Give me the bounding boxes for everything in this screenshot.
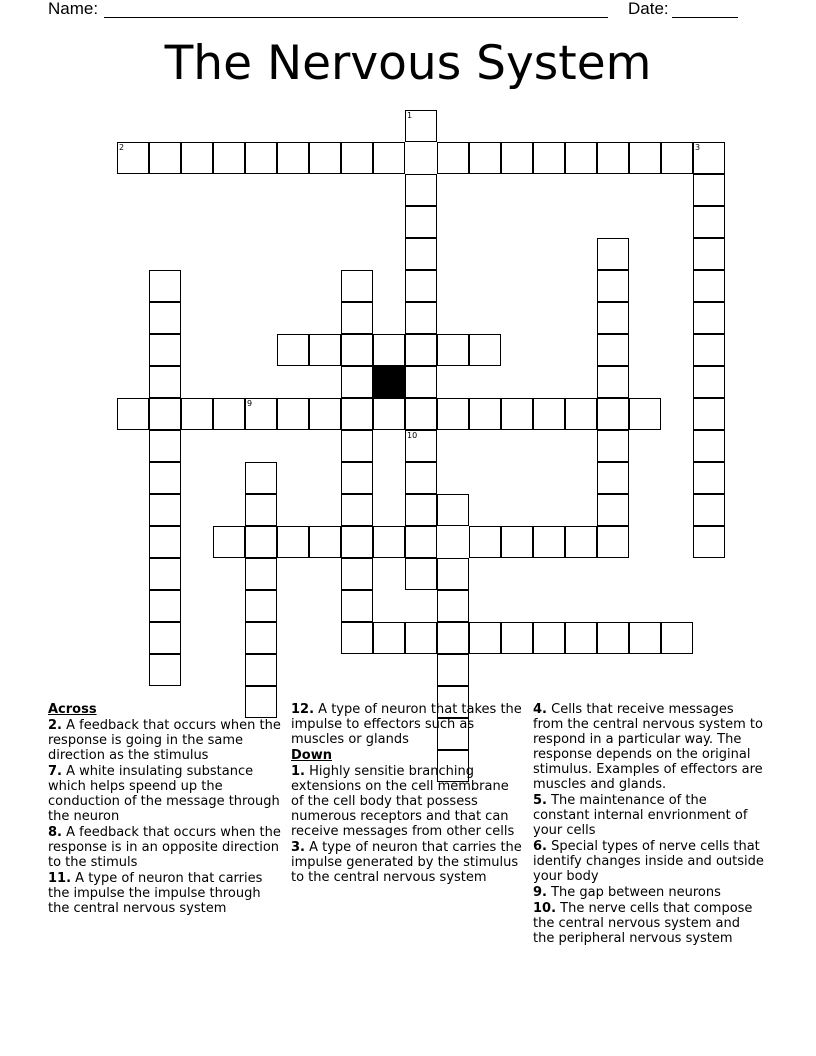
clue-number-label: 12. <box>291 702 315 717</box>
crossword-cell[interactable] <box>309 334 341 366</box>
crossword-cell[interactable] <box>597 398 629 430</box>
clue-text: Highly sensitie branching extensions on the cell membrane of the cell body that possess numerous receptors and that can receive messages from other cells <box>291 764 515 839</box>
crossword-cell[interactable] <box>405 206 437 238</box>
crossword-cell[interactable] <box>245 622 277 654</box>
crossword-cell[interactable] <box>693 270 725 302</box>
clue-number: 9 <box>247 399 253 408</box>
crossword-cell[interactable] <box>661 622 693 654</box>
crossword-cell[interactable] <box>565 526 597 558</box>
crossword-cell[interactable] <box>693 526 725 558</box>
crossword-cell[interactable] <box>437 334 469 366</box>
clue-number-label: 9. <box>533 885 547 900</box>
clue-across <box>48 764 284 824</box>
clue-heading: Across <box>48 702 97 717</box>
clue-text: The maintenance of the constant internal envrionment of your cells <box>533 793 748 838</box>
crossword-cell[interactable] <box>693 206 725 238</box>
crossword-cell[interactable] <box>341 398 373 430</box>
crossword-cell[interactable] <box>405 462 437 494</box>
crossword-cell[interactable] <box>117 398 149 430</box>
crossword-cell[interactable] <box>597 430 629 462</box>
clue-number-label: 3. <box>291 840 305 855</box>
crossword-cell[interactable] <box>181 142 213 174</box>
crossword-cell[interactable] <box>245 142 277 174</box>
crossword-cell[interactable] <box>149 302 181 334</box>
crossword-cell[interactable] <box>245 526 277 558</box>
clue-column-3 <box>533 702 765 947</box>
crossword-cell[interactable] <box>469 142 501 174</box>
crossword-cell[interactable] <box>245 462 277 494</box>
clue-number-label: 11. <box>48 871 72 886</box>
crossword-cell[interactable] <box>149 366 181 398</box>
crossword-cell[interactable] <box>597 238 629 270</box>
crossword-cell[interactable] <box>373 398 405 430</box>
crossword-cell[interactable] <box>405 622 437 654</box>
crossword-cell[interactable] <box>181 398 213 430</box>
crossword-cell[interactable] <box>245 558 277 590</box>
crossword-cell[interactable] <box>277 398 309 430</box>
clue-number: 2 <box>119 143 125 152</box>
crossword-cell[interactable] <box>405 270 437 302</box>
crossword-cell[interactable] <box>341 462 373 494</box>
crossword-cell[interactable] <box>469 526 501 558</box>
crossword-cell[interactable] <box>693 462 725 494</box>
clue-down <box>533 901 765 946</box>
clue-text: A feedback that occurs when the response is in an opposite direction to the stimuls <box>48 825 281 870</box>
clue-number: 1 <box>407 111 413 120</box>
crossword-cell[interactable] <box>149 590 181 622</box>
crossword-cell[interactable] <box>149 398 181 430</box>
crossword-cell[interactable] <box>693 334 725 366</box>
crossword-cell[interactable] <box>597 142 629 174</box>
clue-heading: Down <box>291 748 332 763</box>
clue-number: 3 <box>695 143 701 152</box>
crossword-cell[interactable] <box>693 398 725 430</box>
crossword-cell[interactable] <box>405 366 437 398</box>
clue-down <box>291 840 523 885</box>
crossword-cell[interactable] <box>597 462 629 494</box>
crossword-cell[interactable] <box>213 526 245 558</box>
clue-across <box>291 702 523 747</box>
page-title: The Nervous System <box>164 36 652 91</box>
crossword-cell[interactable] <box>405 110 437 142</box>
crossword-cell[interactable] <box>341 366 373 398</box>
crossword-cell[interactable] <box>501 398 533 430</box>
crossword-black-cell <box>373 366 405 398</box>
crossword-cell[interactable] <box>693 142 725 174</box>
clue-down <box>291 764 523 839</box>
crossword-cell[interactable] <box>437 622 469 654</box>
crossword-cell[interactable] <box>245 654 277 686</box>
crossword-cell[interactable] <box>501 142 533 174</box>
crossword-cell[interactable] <box>405 334 437 366</box>
crossword-cell[interactable] <box>597 270 629 302</box>
crossword-cell[interactable] <box>565 142 597 174</box>
crossword-cell[interactable] <box>693 494 725 526</box>
crossword-cell[interactable] <box>213 398 245 430</box>
crossword-cell[interactable] <box>373 142 405 174</box>
clue-text: A type of neuron that carries the impulse generated by the stimulus to the central nervous system <box>291 840 522 885</box>
crossword-cell[interactable] <box>309 398 341 430</box>
crossword-cell[interactable] <box>437 558 469 590</box>
crossword-cell[interactable] <box>149 270 181 302</box>
crossword-cell[interactable] <box>437 494 469 526</box>
crossword-cell[interactable] <box>149 526 181 558</box>
crossword-cell[interactable] <box>565 622 597 654</box>
clue-number-label: 1. <box>291 764 305 779</box>
crossword-cell[interactable] <box>437 590 469 622</box>
name-label: Name: <box>48 0 99 18</box>
crossword-cell[interactable] <box>149 622 181 654</box>
crossword-cell[interactable] <box>437 142 469 174</box>
crossword-cell[interactable] <box>405 238 437 270</box>
clue-number-label: 2. <box>48 718 62 733</box>
crossword-cell[interactable] <box>341 494 373 526</box>
clue-number-label: 5. <box>533 793 547 808</box>
crossword-cell[interactable] <box>629 398 661 430</box>
crossword-cell[interactable] <box>405 430 437 462</box>
crossword-cell[interactable] <box>629 622 661 654</box>
crossword-cell[interactable] <box>533 142 565 174</box>
crossword-cell[interactable] <box>341 302 373 334</box>
clue-across <box>48 718 284 763</box>
clue-down <box>533 839 765 884</box>
crossword-cell[interactable] <box>245 398 277 430</box>
crossword-cell[interactable] <box>661 142 693 174</box>
crossword-cell[interactable] <box>533 622 565 654</box>
clue-number-label: 6. <box>533 839 547 854</box>
crossword-cell[interactable] <box>693 174 725 206</box>
crossword-cell[interactable] <box>437 654 469 686</box>
crossword-cell[interactable] <box>501 526 533 558</box>
crossword-cell[interactable] <box>341 430 373 462</box>
crossword-cell[interactable] <box>373 334 405 366</box>
clue-column-2 <box>291 702 523 886</box>
crossword-cell[interactable] <box>373 622 405 654</box>
crossword-cell[interactable] <box>597 302 629 334</box>
crossword-cell[interactable] <box>597 622 629 654</box>
date-label: Date: <box>628 0 669 18</box>
crossword-cell[interactable] <box>117 142 149 174</box>
clue-text: A type of neuron that takes the impulse to effectors such as muscles or glands <box>291 702 522 747</box>
clue-text: A feedback that occurs when the response is going in the same direction as the stimulus <box>48 718 281 763</box>
clue-number: 10 <box>407 431 418 440</box>
clue-text: A type of neuron that carries the impulse the impulse through the central nervous system <box>48 871 263 916</box>
crossword-cell[interactable] <box>341 142 373 174</box>
crossword-cell[interactable] <box>405 174 437 206</box>
crossword-cell[interactable] <box>629 142 661 174</box>
crossword-cell[interactable] <box>405 302 437 334</box>
clue-number-label: 8. <box>48 825 62 840</box>
crossword-cell[interactable] <box>597 494 629 526</box>
clue-text: Cells that receive messages from the central nervous system to respond in a particular way. The response depends on the original stimulus. Examples of effectors are muscles and glands. <box>533 702 763 792</box>
crossword-cell[interactable] <box>405 526 437 558</box>
crossword-cell[interactable] <box>469 334 501 366</box>
crossword-cell[interactable] <box>149 142 181 174</box>
clue-text: The nerve cells that compose the central nervous system and the peripheral nervous system <box>533 901 753 946</box>
clue-across <box>48 825 284 870</box>
crossword-cell[interactable] <box>149 494 181 526</box>
crossword-cell[interactable] <box>533 526 565 558</box>
crossword-cell[interactable] <box>693 366 725 398</box>
crossword-cell[interactable] <box>597 526 629 558</box>
clue-number-label: 4. <box>533 702 547 717</box>
crossword-cell[interactable] <box>469 622 501 654</box>
crossword-cell[interactable] <box>277 142 309 174</box>
crossword-cell[interactable] <box>245 590 277 622</box>
crossword-cell[interactable] <box>373 526 405 558</box>
crossword-cell[interactable] <box>149 654 181 686</box>
clue-number-label: 10. <box>533 901 557 916</box>
crossword-cell[interactable] <box>341 558 373 590</box>
clue-text: A white insulating substance which helps speend up the conduction of the message through the neuron <box>48 764 280 824</box>
crossword-cell[interactable] <box>245 494 277 526</box>
crossword-cell[interactable] <box>565 398 597 430</box>
crossword-cell[interactable] <box>693 238 725 270</box>
crossword-cell[interactable] <box>693 430 725 462</box>
crossword-cell[interactable] <box>341 334 373 366</box>
crossword-cell[interactable] <box>501 622 533 654</box>
crossword-cell[interactable] <box>149 558 181 590</box>
clue-text: Special types of nerve cells that identify changes inside and outside your body <box>533 839 764 884</box>
crossword-cell[interactable] <box>693 302 725 334</box>
clue-column-1 <box>48 702 284 917</box>
crossword-cell[interactable] <box>309 142 341 174</box>
crossword-cell[interactable] <box>469 398 501 430</box>
clue-across <box>48 871 284 916</box>
crossword-cell[interactable] <box>341 622 373 654</box>
crossword-cell[interactable] <box>309 526 341 558</box>
clue-down <box>533 885 765 900</box>
crossword-cell[interactable] <box>277 334 309 366</box>
crossword-cell[interactable] <box>597 366 629 398</box>
crossword-cell[interactable] <box>213 142 245 174</box>
crossword-cell[interactable] <box>597 334 629 366</box>
crossword-cell[interactable] <box>533 398 565 430</box>
crossword-cell[interactable] <box>341 270 373 302</box>
crossword-cell[interactable] <box>341 590 373 622</box>
crossword-cell[interactable] <box>149 430 181 462</box>
crossword-cell[interactable] <box>149 334 181 366</box>
crossword-cell[interactable] <box>405 494 437 526</box>
clue-number-label: 7. <box>48 764 62 779</box>
crossword-cell[interactable] <box>341 526 373 558</box>
clue-down <box>533 702 765 792</box>
crossword-cell[interactable] <box>405 398 437 430</box>
crossword-cell[interactable] <box>149 462 181 494</box>
crossword-cell[interactable] <box>405 558 437 590</box>
crossword-cell[interactable] <box>437 398 469 430</box>
crossword-cell[interactable] <box>277 526 309 558</box>
clue-text: The gap between neurons <box>546 885 721 900</box>
clue-down <box>533 793 765 838</box>
